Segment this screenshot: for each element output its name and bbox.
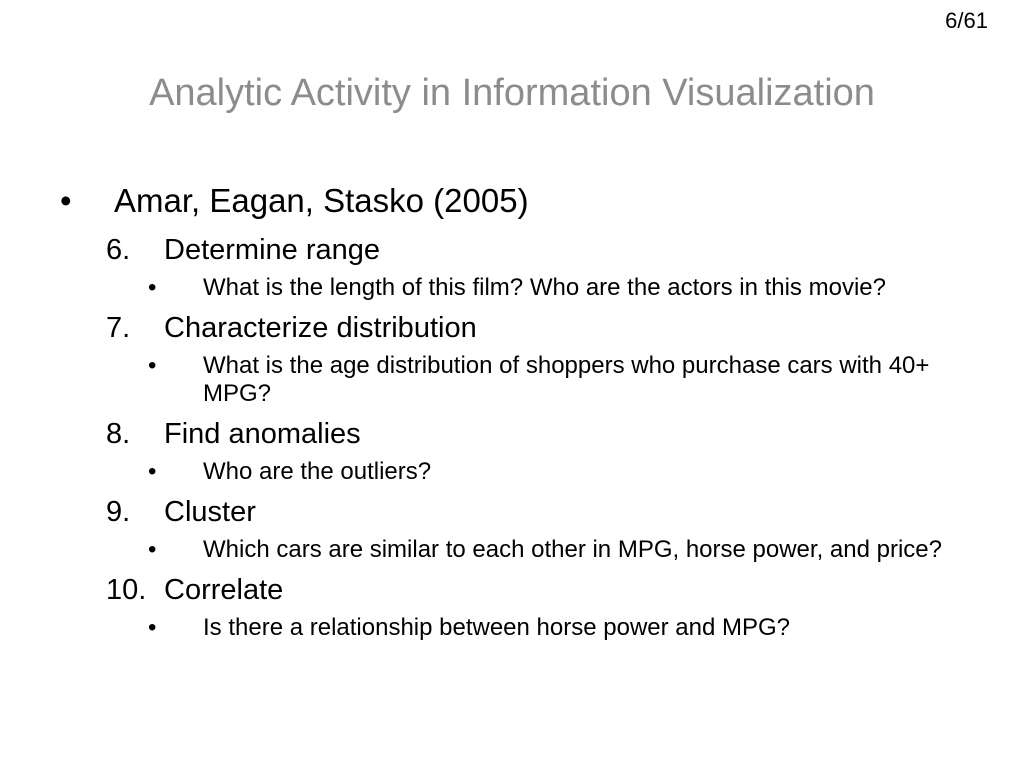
item-number: 8. — [106, 418, 131, 450]
top-bullet-text: Amar, Eagan, Stasko (2005) — [114, 182, 529, 219]
list-item — [106, 310, 986, 408]
list-item — [106, 416, 986, 486]
sub-bullet-dot: • — [148, 458, 157, 485]
top-bullet — [60, 182, 529, 220]
sub-bullet-dot: • — [148, 536, 157, 563]
item-number: 9. — [106, 496, 131, 528]
item-number: 6. — [106, 234, 131, 266]
sub-bullet-text: Who are the outliers? — [203, 458, 432, 485]
sub-bullet-text: Which cars are similar to each other in MPG, horse power, and price? — [203, 536, 942, 563]
numbered-list — [106, 232, 986, 650]
list-item — [106, 494, 986, 564]
item-label: Determine range — [164, 234, 380, 266]
sub-bullet-text: What is the length of this film? Who are the actors in this movie? — [203, 274, 886, 301]
sub-bullet-text: Is there a relationship between horse power and MPG? — [203, 614, 791, 641]
sub-bullet-dot: • — [148, 274, 157, 301]
list-item — [106, 232, 986, 302]
sub-bullet-text: What is the age distribution of shoppers who purchase cars with 40+ MPG? — [203, 352, 930, 407]
slide-title: Analytic Activity in Information Visualization — [149, 72, 875, 114]
item-number: 10. — [106, 574, 147, 606]
item-label: Find anomalies — [164, 418, 361, 450]
sub-bullet-dot: • — [148, 614, 157, 641]
list-item — [106, 572, 986, 642]
item-label: Characterize distribution — [164, 312, 477, 344]
item-number: 7. — [106, 312, 131, 344]
bullet-dot: • — [60, 182, 72, 219]
item-label: Cluster — [164, 496, 256, 528]
page-number: 6/61 — [945, 8, 988, 33]
sub-bullet-dot: • — [148, 352, 157, 379]
item-label: Correlate — [164, 574, 284, 606]
